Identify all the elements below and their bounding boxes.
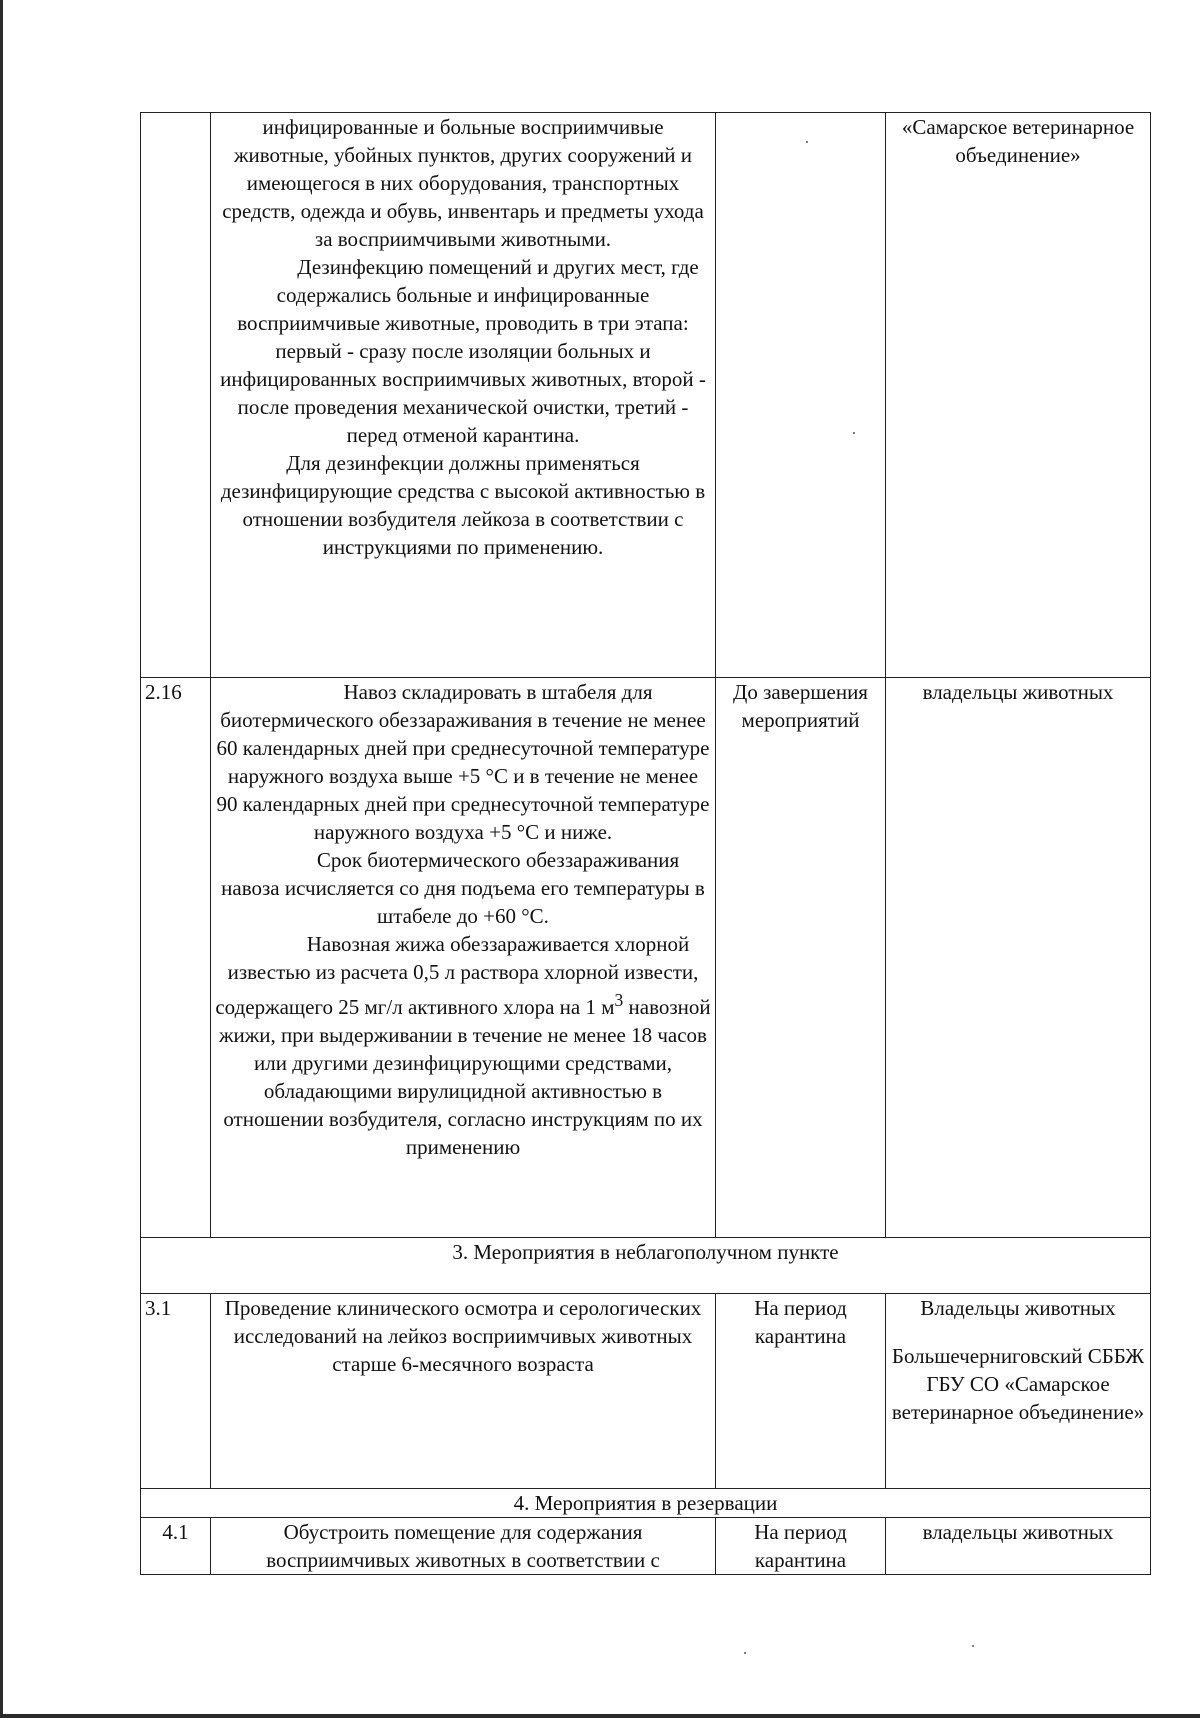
section-4-title: 4. Мероприятия в резервации [141,1489,1151,1518]
scan-edge-left [0,0,3,1718]
section-header-row [141,1489,1151,1518]
table-row-4-1 [141,1518,1151,1575]
table-row-2-16 [141,678,1151,1238]
section-header-row [141,1238,1151,1294]
measure-paragraph-end: навозной жижи, при выдерживании в течение не менее 18 часов или другими дезинфицирующими средствами, обладающими вирулицидной активностью в отношении возбудителя, согласно инструкциям по их применению [219,995,711,1159]
scan-speck [806,141,808,143]
measure-paragraph: Навоз складировать в штабеля для биотермического обеззараживания в течение не менее 60 календарных дней при среднесуточной температуре наружного воздуха выше +5 °С и в течение не менее 90 календарных дней при среднесуточной температуре наружного воздуха +5 °С и ниже. [216,680,710,844]
measure-text-cell: Проведение клинического осмотра и серологических исследований на лейкоз восприимчивых животных старше 6-месячного возраста [211,1294,716,1489]
responsible-cell: владельцы животных [886,678,1151,1238]
measure-text-cell: Обустроить помещение для содержания восприимчивых животных в соответствии с [211,1518,716,1575]
measure-paragraph: Дезинфекцию помещений и других мест, где содержались больные и инфицированные восприимчивые животные, проводить в три этапа: первый - сразу после изоляции больных и инфицированных восприимчивых животных, второй - после проведения механической очистки, третий - перед отменой карантина. [220,255,706,447]
responsible-cell: «Самарское ветеринарное объединение» [886,113,1151,678]
term-cell [716,113,886,678]
measure-text-cell [211,678,716,1238]
table-row-continued [141,113,1151,678]
responsible-cell [886,1294,1151,1489]
measures-table [140,112,1151,1575]
section-3-title: 3. Мероприятия в неблагополучном пункте [141,1238,1151,1294]
scan-speck [744,1652,746,1654]
measure-paragraph: Срок биотермического обеззараживания навоза исчисляется со дня подъема его температуры в штабеле до +60 °С. [221,848,705,928]
responsible-cell: владельцы животных [886,1518,1151,1575]
measure-paragraph [215,930,711,1161]
measure-paragraph-start: Навозная жижа обеззараживается хлорной известью из расчета 0,5 л раствора хлорной извести, содержащего 25 мг/л активного хлора на 1 м [215,932,699,1019]
responsible-line: Владельцы животных [920,1296,1116,1320]
table-row-3-1 [141,1294,1151,1489]
spacer [890,1322,1146,1342]
measure-paragraph: Для дезинфекции должны применяться дезинфицирующие средства с высокой активностью в отношении возбудителя лейкоза в соответствии с инструкциями по применению. [220,451,706,559]
row-number-cell: 3.1 [141,1294,211,1489]
row-number-cell [141,113,211,678]
row-number-cell: 2.16 [141,678,211,1238]
row-number-cell: 4.1 [141,1518,211,1575]
responsible-line: Большечерниговский СББЖ ГБУ СО «Самарское ветеринарное объединение» [891,1344,1145,1424]
term-cell: До завершения мероприятий [716,678,886,1238]
scan-edge-bottom [0,1714,1200,1718]
superscript-3: 3 [614,990,624,1010]
scan-speck [853,432,855,434]
scan-speck [972,1645,974,1647]
measure-text-cell [211,113,716,678]
term-cell: На период карантина [716,1294,886,1489]
term-cell: На период карантина [716,1518,886,1575]
measure-paragraph: инфицированные и больные восприимчивые животные, убойных пунктов, других сооружений и имеющегося в них оборудования, транспортных средств, одежда и обувь, инвентарь и предметы ухода за восприимчивыми животными. [222,115,704,251]
